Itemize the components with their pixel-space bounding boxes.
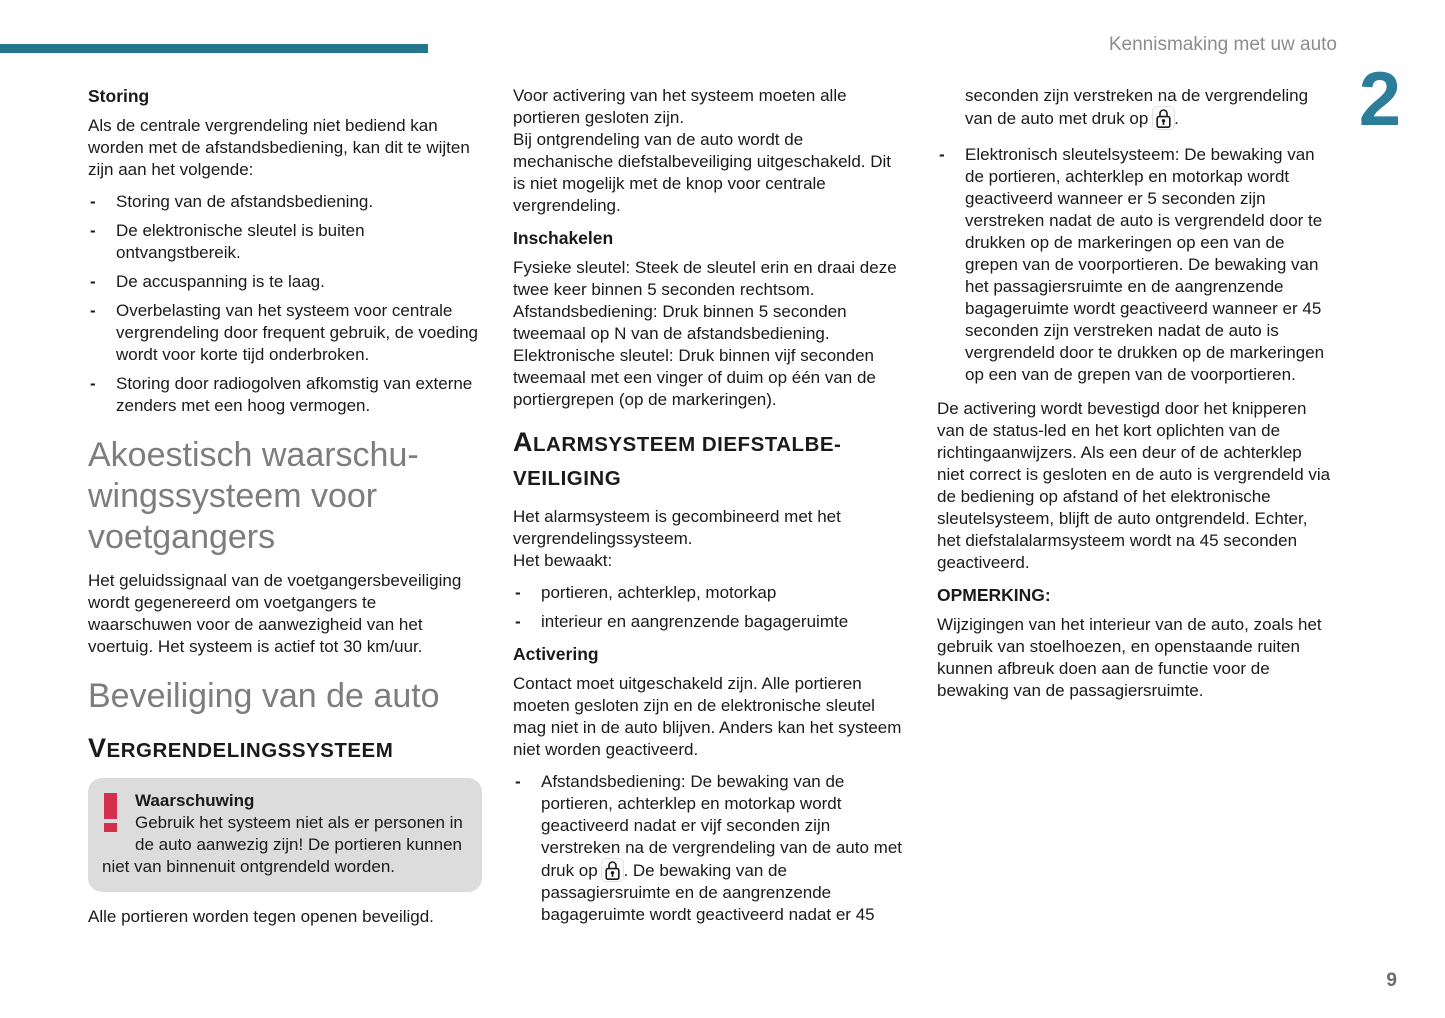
list-item: - portieren, achterklep, motorkap — [513, 582, 907, 604]
list-item: - interieur en aangrenzende bagageruimte — [513, 611, 907, 633]
alarm-list — [513, 582, 907, 633]
chapter-number: 2 — [1358, 57, 1401, 142]
lock-icon — [602, 859, 623, 881]
inschakelen-heading: Inschakelen — [513, 228, 614, 248]
beveiliging-heading: Beveiliging van de auto — [88, 677, 440, 715]
list-item: - Afstandsbediening: De bewaking van de portieren, achterklep en motorkap wordt geactiveerd nadat er vijf seconden zijn verstreken na de vergrendeling van de auto met druk op . De bewaking van de passagiersruimte en de aangrenzende bagageruimte wordt geactiveerd nadat er 45 — [513, 771, 907, 926]
storing-heading: Storing — [88, 86, 150, 106]
opmerking-heading: OPMERKING: — [937, 585, 1051, 605]
storing-list — [88, 191, 482, 417]
column-right — [937, 85, 1331, 712]
activering-intro-1: Voor activering van het systeem moeten alle portieren gesloten zijn. — [513, 86, 847, 127]
opmerking-para: Wijzigingen van het interieur van de auto, zoals het gebruik van stoelhoezen, en openstaande ruiten kunnen afbreuk doen aan de functie voor de bewaking van de passagiersruimte. — [937, 615, 1322, 700]
list-item: - Storing door radiogolven afkomstig van externe zenders met een hoog vermogen. — [88, 373, 482, 417]
vergrendeling-heading: VERGRENDELINGSSYSTEEM — [88, 733, 394, 763]
activering-list — [513, 771, 907, 926]
list-item: - Storing van de afstandsbediening. — [88, 191, 482, 213]
akoestisch-para: Het geluidssignaal van de voetgangersbeveiliging wordt gegenereerd om voetgangers te waarschuwen voor de aanwezigheid van het voertuig. Het systeem is actief tot 30 km/uur. — [88, 571, 462, 656]
alarm-para-2: Het bewaakt: — [513, 551, 613, 570]
akoestisch-heading: Akoestisch waarschu- wingssysteem voor voetgangers — [88, 436, 419, 556]
activering-heading: Activering — [513, 644, 599, 664]
warning-icon — [104, 793, 119, 832]
inschakelen-para: Fysieke sleutel: Steek de sleutel erin en draai deze twee keer binnen 5 seconden rechtsom. Afstandsbediening: Druk binnen 5 seconden tweemaal op N van de afstandsbediening. Elektronische sleutel: Druk binnen vijf seconden tweemaal met een vinger of duim op één van de portiergrepen (op de markeringen). — [513, 258, 897, 409]
list-item: - De accuspanning is te laag. — [88, 271, 482, 293]
accent-bar — [0, 44, 428, 53]
warning-title: Waarschuwing — [135, 791, 255, 810]
alarm-para-1: Het alarmsysteem is gecombineerd met het vergrendelingssysteem. — [513, 507, 841, 548]
page-number: 9 — [1386, 970, 1397, 991]
list-item: - Elektronisch sleutelsysteem: De bewaking van de portieren, achterklep en motorkap wordt geactiveerd wanneer er 5 seconden zijn verstreken nadat de auto is vergrendeld door te drukken op de markeringen op een van de grepen van de voorportieren. De bewaking van het passagiersruimte en de aangrenzende bagageruimte wordt geactiveerd wanneer er 45 seconden zijn verstreken nadat de auto is vergrendeld door te drukken op de markeringen op een van de grepen van de voorportieren. — [937, 144, 1331, 386]
warning-box — [88, 778, 482, 892]
activering-intro-2: Bij ontgrendeling van de auto wordt de mechanische diefstalbeveiliging uitgeschakeld. Dit is niet mogelijk met de knop voor centrale vergrendeling. — [513, 130, 891, 215]
column-left — [88, 85, 482, 938]
running-header: Kennismaking met uw auto — [1108, 34, 1337, 55]
list-item: - De elektronische sleutel is buiten ontvangstbereik. — [88, 220, 482, 264]
elektronisch-list — [937, 144, 1331, 386]
alarm-heading: ALARMSYSTEEM DIEFSTALBE- VEILIGING — [513, 427, 842, 490]
storing-intro: Als de centrale vergrendeling niet bediend kan worden met de afstandsbediening, kan dit te wijten zijn aan het volgende: — [88, 116, 470, 179]
lock-icon — [1153, 107, 1174, 129]
alle-portieren-para: Alle portieren worden tegen openen beveiligd. — [88, 907, 434, 926]
column-middle — [513, 85, 907, 936]
list-item: - Overbelasting van het systeem voor centrale vergrendeling door frequent gebruik, de voeding wordt voor korte tijd onderbroken. — [88, 300, 482, 366]
activering-para: Contact moet uitgeschakeld zijn. Alle portieren moeten gesloten zijn en de elektronische sleutel mag niet in de auto blijven. Anders kan het systeem niet worden geactiveerd. — [513, 674, 902, 759]
continuation-para: seconden zijn verstreken na de vergrendeling van de auto met druk op . — [965, 86, 1309, 128]
warning-body: Gebruik het systeem niet als er personen in de auto aanwezig zijn! De portieren kunnen niet van binnenuit ontgrendeld worden. — [102, 813, 463, 876]
bevestiging-para: De activering wordt bevestigd door het knipperen van de status-led en het kort oplichten van de richtingaanwijzers. Als een deur of de achterklep niet correct is gesloten en de auto is vergrendeld via de bediening op afstand of het elektronische sleutelsysteem, blijft de auto ontgrendeld. Echter, het diefstalalarmsysteem wordt na 45 seconden geactiveerd. — [937, 399, 1331, 572]
